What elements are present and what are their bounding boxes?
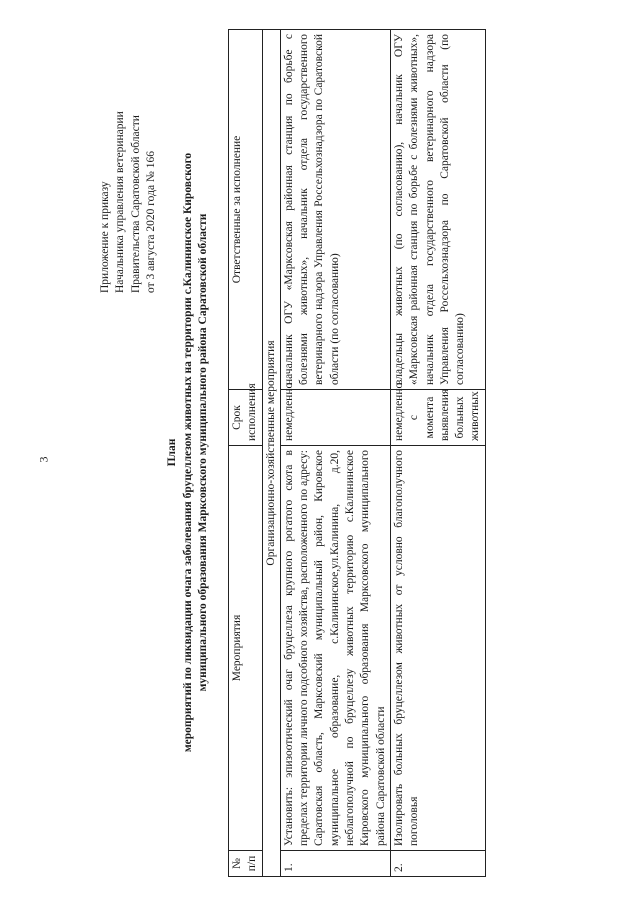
plan-heading: План — [166, 438, 178, 467]
section-row — [262, 30, 280, 877]
table-row — [390, 30, 485, 877]
plan-title — [181, 40, 211, 865]
measures-table — [228, 29, 486, 877]
section-title: Организационно-хозяйственные мероприятия — [262, 30, 280, 877]
table-header-row — [229, 30, 263, 877]
row-term: немедленно — [280, 390, 390, 446]
row-term: немедленно с момента выявления больных животных — [390, 390, 485, 446]
header-num: № п/п — [229, 851, 263, 877]
table-row — [280, 30, 390, 877]
plan-title-line-2: муниципального образования Марксовского муниципального района Саратовской области — [197, 213, 209, 692]
plan-title-line-1: мероприятий по ликвидации очага заболевания бруцеллезом животных на территории с.Калининское Кировского — [182, 152, 194, 753]
header-responsible: Ответственные за исполнение — [229, 30, 263, 390]
row-action: Установить: эпизоотический очаг бруцеллеза крупного рогатого скота в пределах территории личного подсобного хозяйства, расположенного по адресу: Саратовская область, Марксовский муниципальный район, Кировское муниципальное образование, с.Калининское,ул.Калинина, д.20, неблагополучной по бруцеллезу животных территорию с.Калининское Кировского муниципального образования Марксовского муниципального района Саратовской области — [280, 446, 390, 851]
appendix-note — [98, 63, 159, 293]
appendix-line: Начальника управления ветеринарии — [114, 111, 127, 293]
page-number: 3 — [36, 456, 51, 463]
header-action: Мероприятия — [229, 446, 263, 851]
row-num: 1. — [280, 851, 390, 877]
row-num: 2. — [390, 851, 485, 877]
row-action: Изолировать больных бруцеллезом животных от условно благополучного поголовья — [390, 446, 485, 851]
header-term: Срок исполнения — [229, 390, 263, 446]
row-responsible: владельцы животных (по согласованию), начальник ОГУ «Марксовская районная станция по борьбе с болезнями животных», начальник отдела государственного ветеринарного надзора Управления Россельхознадзора по Саратовской области (по согласованию) — [390, 30, 485, 390]
appendix-line: Приложение к приказу — [99, 181, 111, 293]
appendix-line: от 3 августа 2020 года № 166 — [144, 150, 157, 293]
row-responsible: начальник ОГУ «Марксовская районная станция по борьбе с болезнями животных», начальник отдела государственного ветеринарного надзора Управления Россельхознадзора по Саратовской области (по согласованию) — [280, 30, 390, 390]
appendix-line: Правительства Саратовской области — [129, 115, 142, 293]
